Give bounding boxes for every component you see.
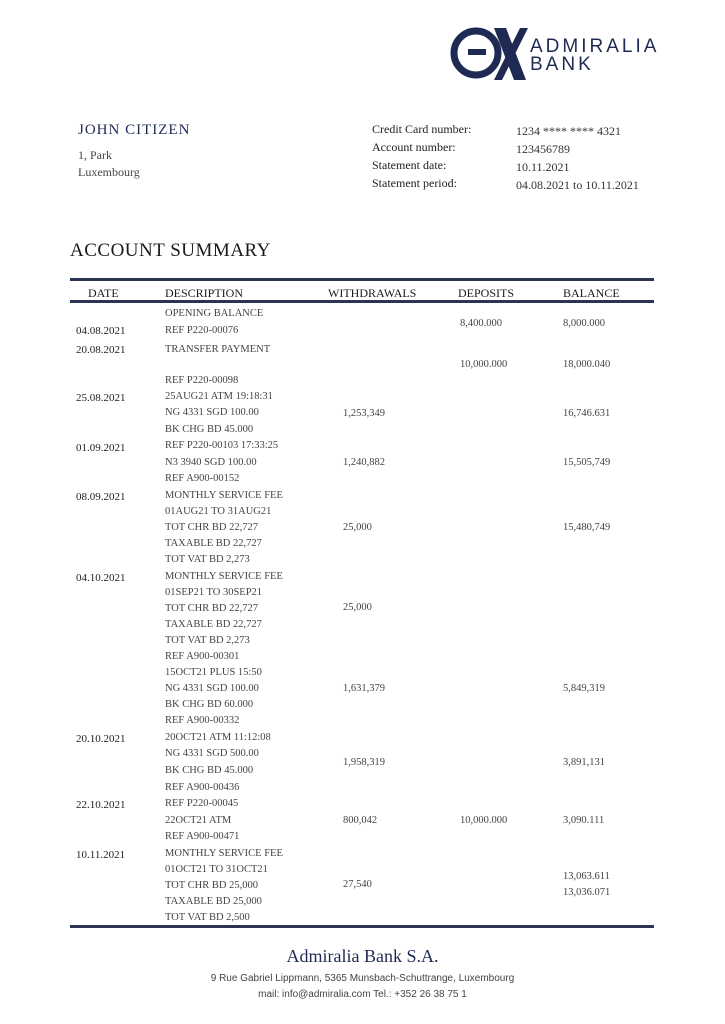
row-date: 25.08.2021 bbox=[76, 392, 126, 404]
account-number-value: 123456789 bbox=[516, 142, 570, 156]
withdrawal-amount: 25,000 bbox=[343, 522, 372, 533]
customer-address-line-1: 1, Park bbox=[78, 148, 112, 162]
description-line: REF P220-00098 bbox=[165, 375, 239, 386]
row-date: 04.08.2021 bbox=[76, 325, 126, 337]
table-top-rule bbox=[70, 278, 654, 281]
description-line: REF P220-00045 bbox=[165, 798, 239, 809]
statement-date-value: 10.11.2021 bbox=[516, 160, 570, 174]
footer-contact: mail: info@admiralia.com Tel.: +352 26 38 75 1 bbox=[258, 989, 467, 1000]
row-date: 22.10.2021 bbox=[76, 799, 126, 811]
card-number-value: 1234 **** **** 4321 bbox=[516, 124, 621, 138]
balance-amount: 13,036.071 bbox=[563, 887, 611, 898]
balance-amount: 16,746.631 bbox=[563, 408, 611, 419]
description-line: BK CHG BD 60.000 bbox=[165, 699, 254, 710]
statement-period-label: Statement period: bbox=[372, 176, 457, 190]
description-line: REF A900-00471 bbox=[165, 831, 240, 842]
description-line: 01OCT21 TO 31OCT21 bbox=[165, 864, 268, 875]
customer-name: JOHN CITIZEN bbox=[78, 122, 191, 138]
description-line: REF A900-00436 bbox=[165, 782, 240, 793]
header-deposits: DEPOSITS bbox=[458, 286, 515, 300]
withdrawal-amount: 1,253,349 bbox=[343, 408, 385, 419]
deposit-amount: 8,400.000 bbox=[460, 318, 502, 329]
description-line: NG 4331 SGD 100.00 bbox=[165, 683, 259, 694]
description-line: TAXABLE BD 22,727 bbox=[165, 619, 262, 630]
row-date: 04.10.2021 bbox=[76, 572, 126, 584]
balance-amount: 13,063.611 bbox=[563, 871, 610, 882]
row-date: 10.11.2021 bbox=[76, 849, 126, 861]
statement-period-value: 04.08.2021 to 10.11.2021 bbox=[516, 178, 639, 192]
balance-amount: 3,891,131 bbox=[563, 757, 605, 768]
description-line: NG 4331 SGD 100.00 bbox=[165, 407, 259, 418]
description-line: TOT VAT BD 2,273 bbox=[165, 554, 250, 565]
bank-logo-text: ADMIRALIA BANK bbox=[530, 36, 660, 75]
account-number-label: Account number: bbox=[372, 140, 456, 154]
description-line: BK CHG BD 45.000 bbox=[165, 424, 254, 435]
description-line: REF P220-00076 bbox=[165, 325, 239, 336]
balance-amount: 5,849,319 bbox=[563, 683, 605, 694]
description-line: REF A900-00332 bbox=[165, 715, 240, 726]
description-line: TAXABLE BD 25,000 bbox=[165, 896, 262, 907]
description-line: TOT VAT BD 2,273 bbox=[165, 635, 250, 646]
description-line: 01AUG21 TO 31AUG21 bbox=[165, 506, 272, 517]
withdrawal-amount: 25,000 bbox=[343, 602, 372, 613]
row-date: 20.10.2021 bbox=[76, 733, 126, 745]
balance-amount: 8,000.000 bbox=[563, 318, 605, 329]
bank-logo-icon bbox=[450, 22, 528, 84]
withdrawal-amount: 1,631,379 bbox=[343, 683, 385, 694]
withdrawal-amount: 1,240,882 bbox=[343, 457, 385, 468]
statement-date-label: Statement date: bbox=[372, 158, 447, 172]
description-line: 25AUG21 ATM 19:18:31 bbox=[165, 391, 273, 402]
footer-address: 9 Rue Gabriel Lippmann, 5365 Munsbach-Schuttrange, Luxembourg bbox=[210, 973, 515, 984]
description-line: MONTHLY SERVICE FEE bbox=[165, 490, 283, 501]
balance-amount: 15,480,749 bbox=[563, 522, 611, 533]
header-withdrawals: WITHDRAWALS bbox=[328, 286, 417, 300]
description-line: TOT CHR BD 25,000 bbox=[165, 880, 258, 891]
withdrawal-amount: 1,958,319 bbox=[343, 757, 385, 768]
description-line: REF A900-00301 bbox=[165, 651, 240, 662]
description-line: 01SEP21 TO 30SEP21 bbox=[165, 587, 263, 598]
description-line: REF P220-00103 17:33:25 bbox=[165, 440, 279, 451]
balance-amount: 15,505,749 bbox=[563, 457, 611, 468]
balance-amount: 18,000.040 bbox=[563, 359, 611, 370]
deposit-amount: 10,000.000 bbox=[460, 359, 508, 370]
deposit-amount: 10,000.000 bbox=[460, 815, 508, 826]
row-date: 20.08.2021 bbox=[76, 344, 126, 356]
description-line: BK CHG BD 45.000 bbox=[165, 765, 254, 776]
description-line: 15OCT21 PLUS 15:50 bbox=[165, 667, 262, 678]
withdrawal-amount: 800,042 bbox=[343, 815, 378, 826]
header-description: DESCRIPTION bbox=[165, 286, 244, 300]
description-line: 22OCT21 ATM bbox=[165, 815, 232, 826]
description-line: TAXABLE BD 22,727 bbox=[165, 538, 262, 549]
description-line: NG 4331 SGD 500.00 bbox=[165, 748, 259, 759]
description-line: MONTHLY SERVICE FEE bbox=[165, 571, 283, 582]
description-line: MONTHLY SERVICE FEE bbox=[165, 848, 283, 859]
description-line: N3 3940 SGD 100.00 bbox=[165, 457, 257, 468]
description-line: REF A900-00152 bbox=[165, 473, 240, 484]
row-date: 01.09.2021 bbox=[76, 442, 126, 454]
row-date: 08.09.2021 bbox=[76, 491, 126, 503]
footer-bank-name: Admiralia Bank S.A. bbox=[286, 946, 439, 966]
description-line: TOT CHR BD 22,727 bbox=[165, 603, 258, 614]
summary-title: ACCOUNT SUMMARY bbox=[70, 240, 271, 261]
description-line: 20OCT21 ATM 11:12:08 bbox=[165, 732, 271, 743]
description-line: OPENING BALANCE bbox=[165, 308, 264, 319]
table-bottom-rule bbox=[70, 925, 654, 928]
description-line: TOT CHR BD 22,727 bbox=[165, 522, 258, 533]
balance-amount: 3,090.111 bbox=[563, 815, 605, 826]
card-number-label: Credit Card number: bbox=[372, 122, 472, 136]
header-balance: BALANCE bbox=[563, 286, 620, 300]
description-line: TRANSFER PAYMENT bbox=[165, 344, 271, 355]
description-line: TOT VAT BD 2,500 bbox=[165, 912, 250, 923]
customer-address-line-2: Luxembourg bbox=[78, 165, 140, 179]
header-date: DATE bbox=[88, 286, 119, 300]
withdrawal-amount: 27,540 bbox=[343, 879, 372, 890]
